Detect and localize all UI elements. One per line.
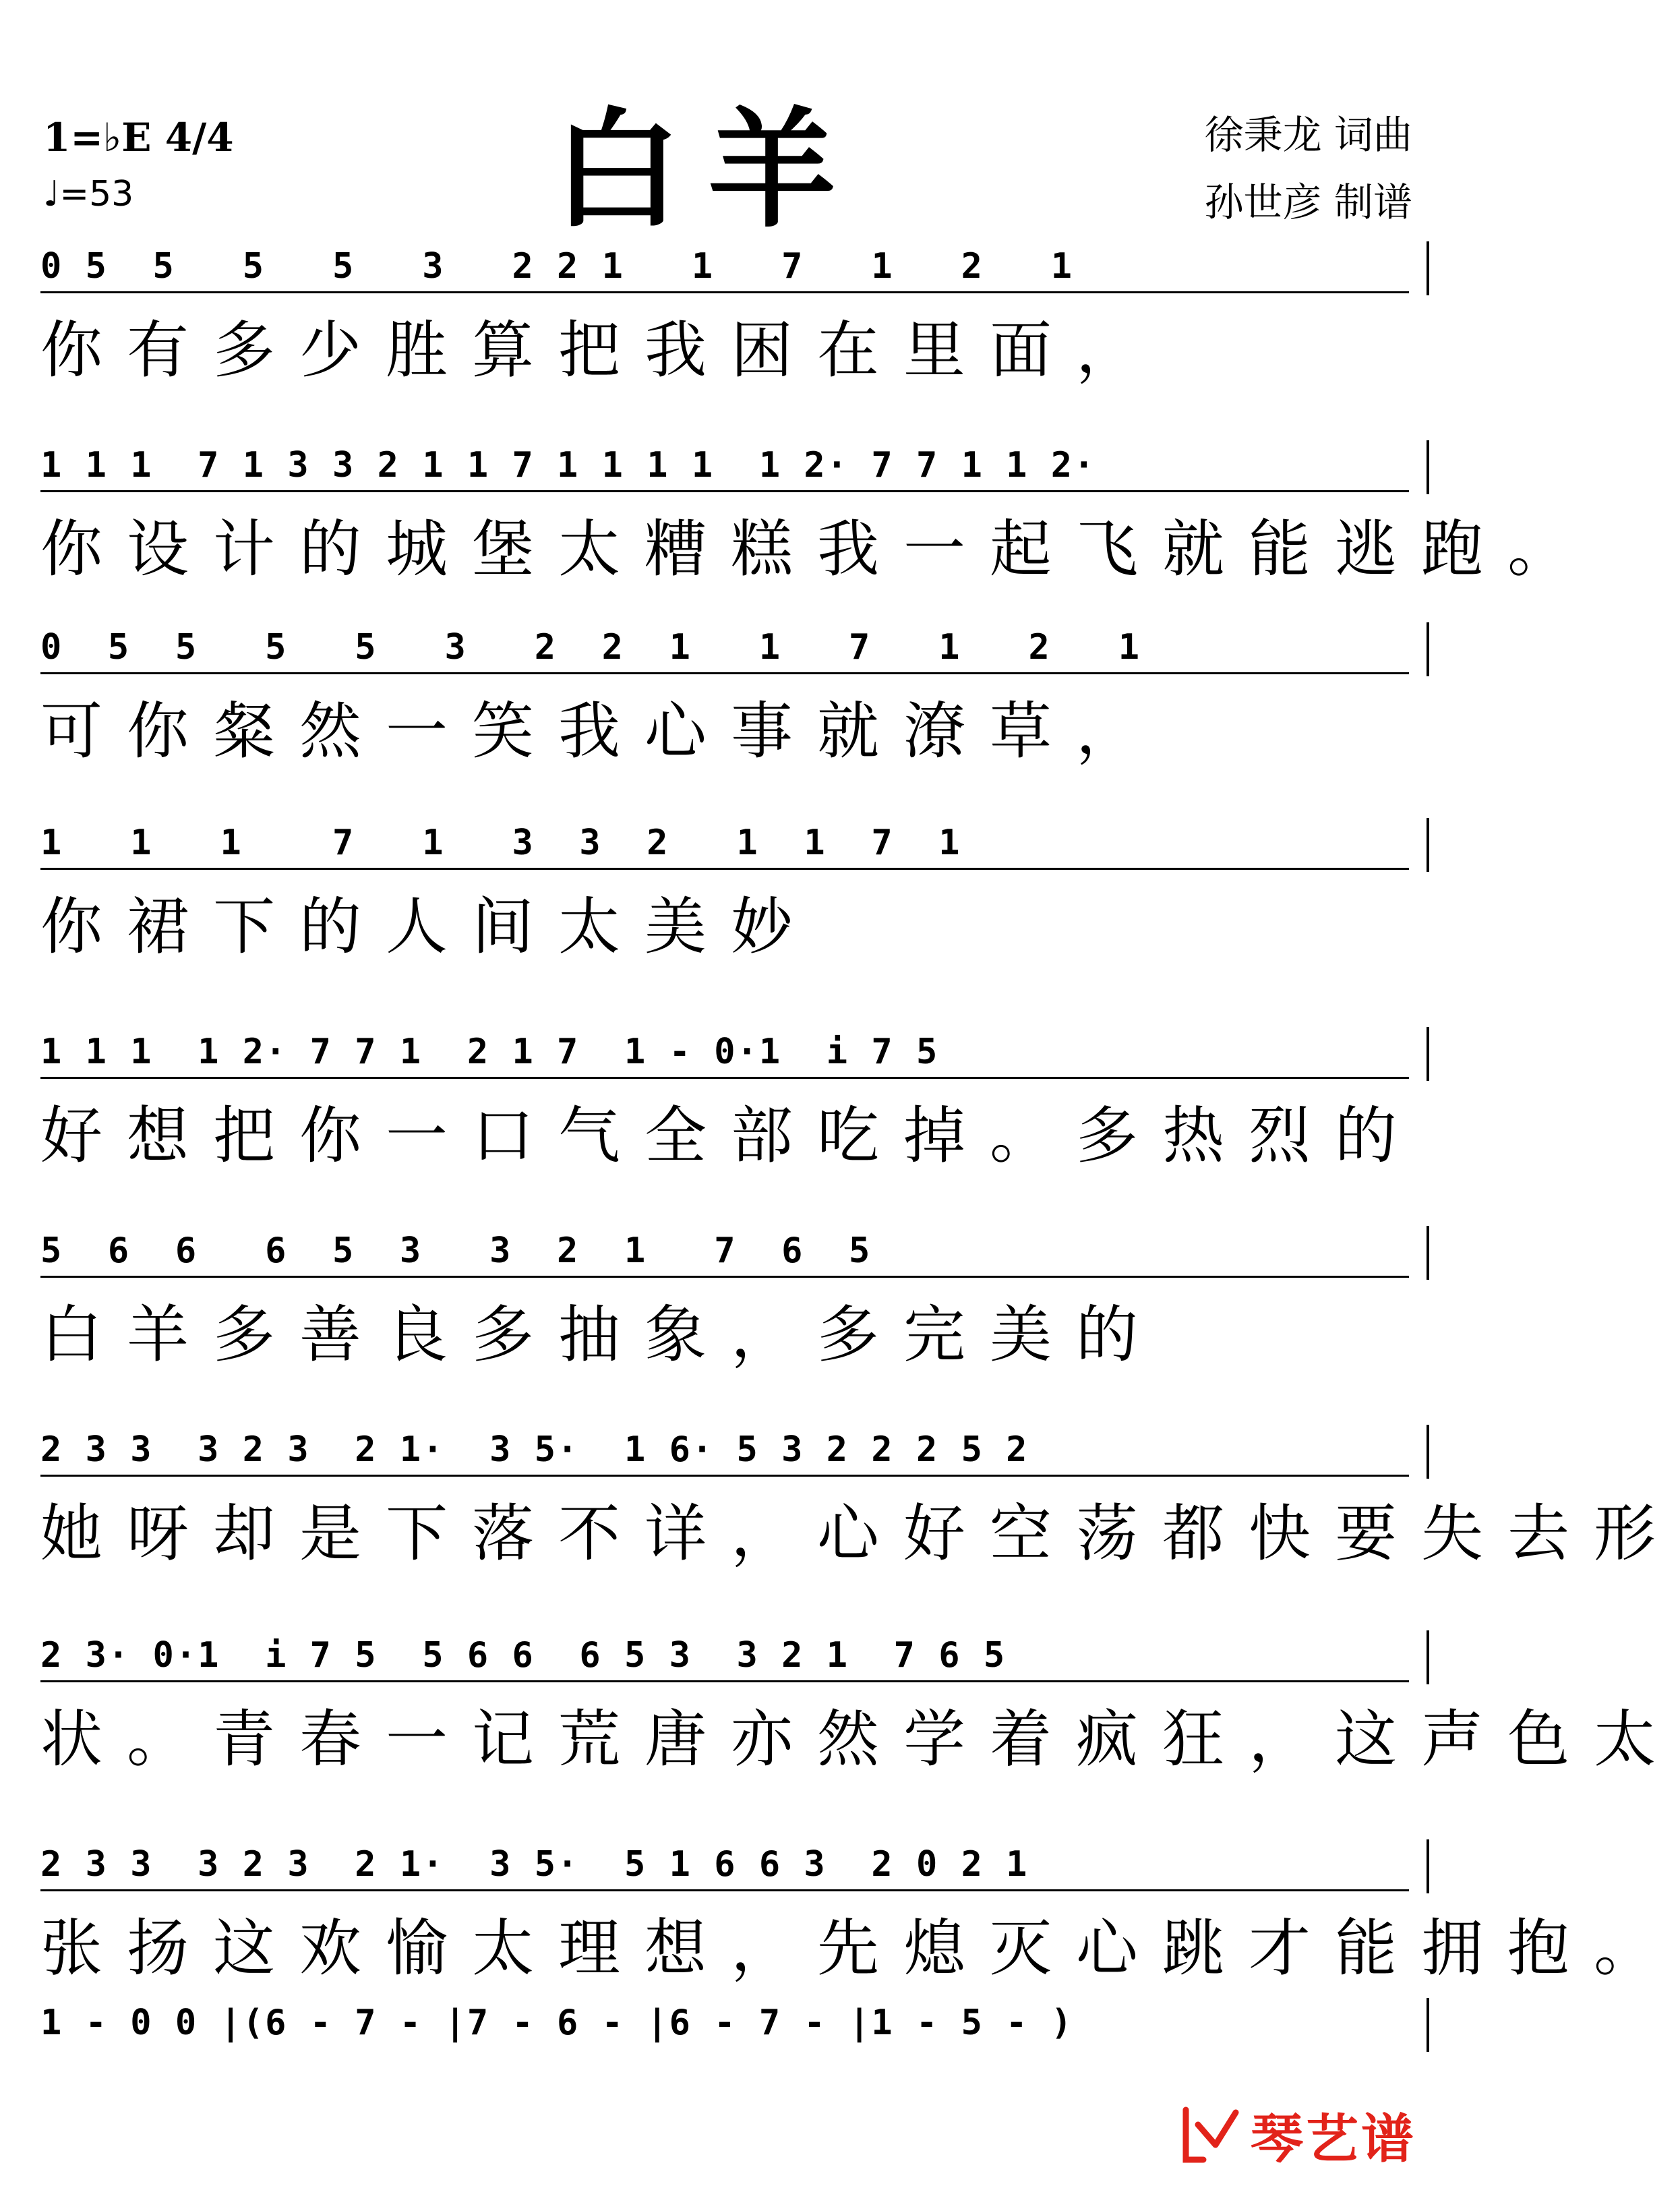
bar-line [1427,440,1429,494]
lyrics-line: 你裙下的人间太美妙 [40,891,818,963]
key-signature: 1=♭E 4/4 [43,115,234,160]
notation-line: 0 5 5 5 5 3 2 2 1 1 7 1 2 1 [40,246,1074,287]
notation-line: 1 1 1 1 2· 7 7 1 2 1 7 1 - 0·1 i 7 5 [40,1032,939,1072]
notation-line: 1 - 0 0 |(6 - 7 - |7 - 6 - |6 - 7 - |1 - 5 - ) [40,2003,1074,2043]
lyrics-line: 她呀却是下落不详，心好空荡都快要失去形 [40,1498,1680,1570]
beam-line [40,1680,1409,1682]
bar-line [1427,241,1429,295]
bar-line [1427,1027,1429,1081]
lyrics-line: 好想把你一口气全部吃掉。多热烈的 [40,1100,1422,1172]
beam-line [40,291,1409,293]
notation-line: 2 3· 0·1 i 7 5 5 6 6 6 5 3 3 2 1 7 6 5 [40,1635,1007,1676]
logo-text: 琴艺谱 [1250,2109,1416,2170]
beam-line [40,672,1409,674]
notation-line: 0 5 5 5 5 3 2 2 1 1 7 1 2 1 [40,627,1141,668]
lyrics-line: 你有多少胜算把我困在里面， [40,314,1163,386]
site-logo [1180,2097,1416,2173]
credits [1205,101,1412,236]
beam-line [40,1475,1409,1477]
bar-line [1427,818,1429,872]
bar-line [1427,1839,1429,1893]
notation-line: 1 1 1 7 1 3 3 2 1 1 7 1 [40,823,961,863]
credit-score: 孙世彦 制谱 [1204,179,1412,225]
lyrics-line: 白羊多善良多抽象，多完美的 [40,1299,1163,1371]
bar-line [1427,622,1429,676]
beam-line [40,1077,1409,1079]
lyrics-line: 张扬这欢愉太理想，先熄灭心跳才能拥抱。 [40,1912,1680,1984]
beam-line [40,490,1409,492]
notation-line: 5 6 6 6 5 3 3 2 1 7 6 5 [40,1231,872,1271]
lyrics-line: 可你粲然一笑我心事就潦草， [40,695,1163,767]
lyrics-line: 你设计的城堡太糟糕我一起飞就能逃跑。 [40,513,1594,585]
notation-line: 2 3 3 3 2 3 2 1· 3 5· 1 6· 5 3 2 2 2 5 2 [40,1429,1029,1470]
beam-line [40,868,1409,870]
bar-line [1427,1998,1429,2052]
notation-line: 2 3 3 3 2 3 2 1· 3 5· 5 1 6 6 3 2 0 2 1 [40,1844,1029,1885]
beam-line [40,1276,1409,1278]
notation-line: 1 1 1 7 1 3 3 2 1 1 7 1 1 1 1 1 2· 7 7 1 1 2· [40,445,1096,485]
bar-line [1427,1226,1429,1280]
bar-line [1427,1425,1429,1479]
tempo-marking: ♩=53 [43,174,134,214]
bar-line [1427,1630,1429,1684]
song-title: 白羊 [553,94,864,245]
lyrics-line: 状。青春一记荒唐亦然学着疯狂，这声色太 [40,1703,1680,1775]
credit-lyrics-music: 徐秉龙 词曲 [1204,112,1412,158]
logo-mark-icon [1180,2104,1241,2165]
beam-line [40,1889,1409,1891]
